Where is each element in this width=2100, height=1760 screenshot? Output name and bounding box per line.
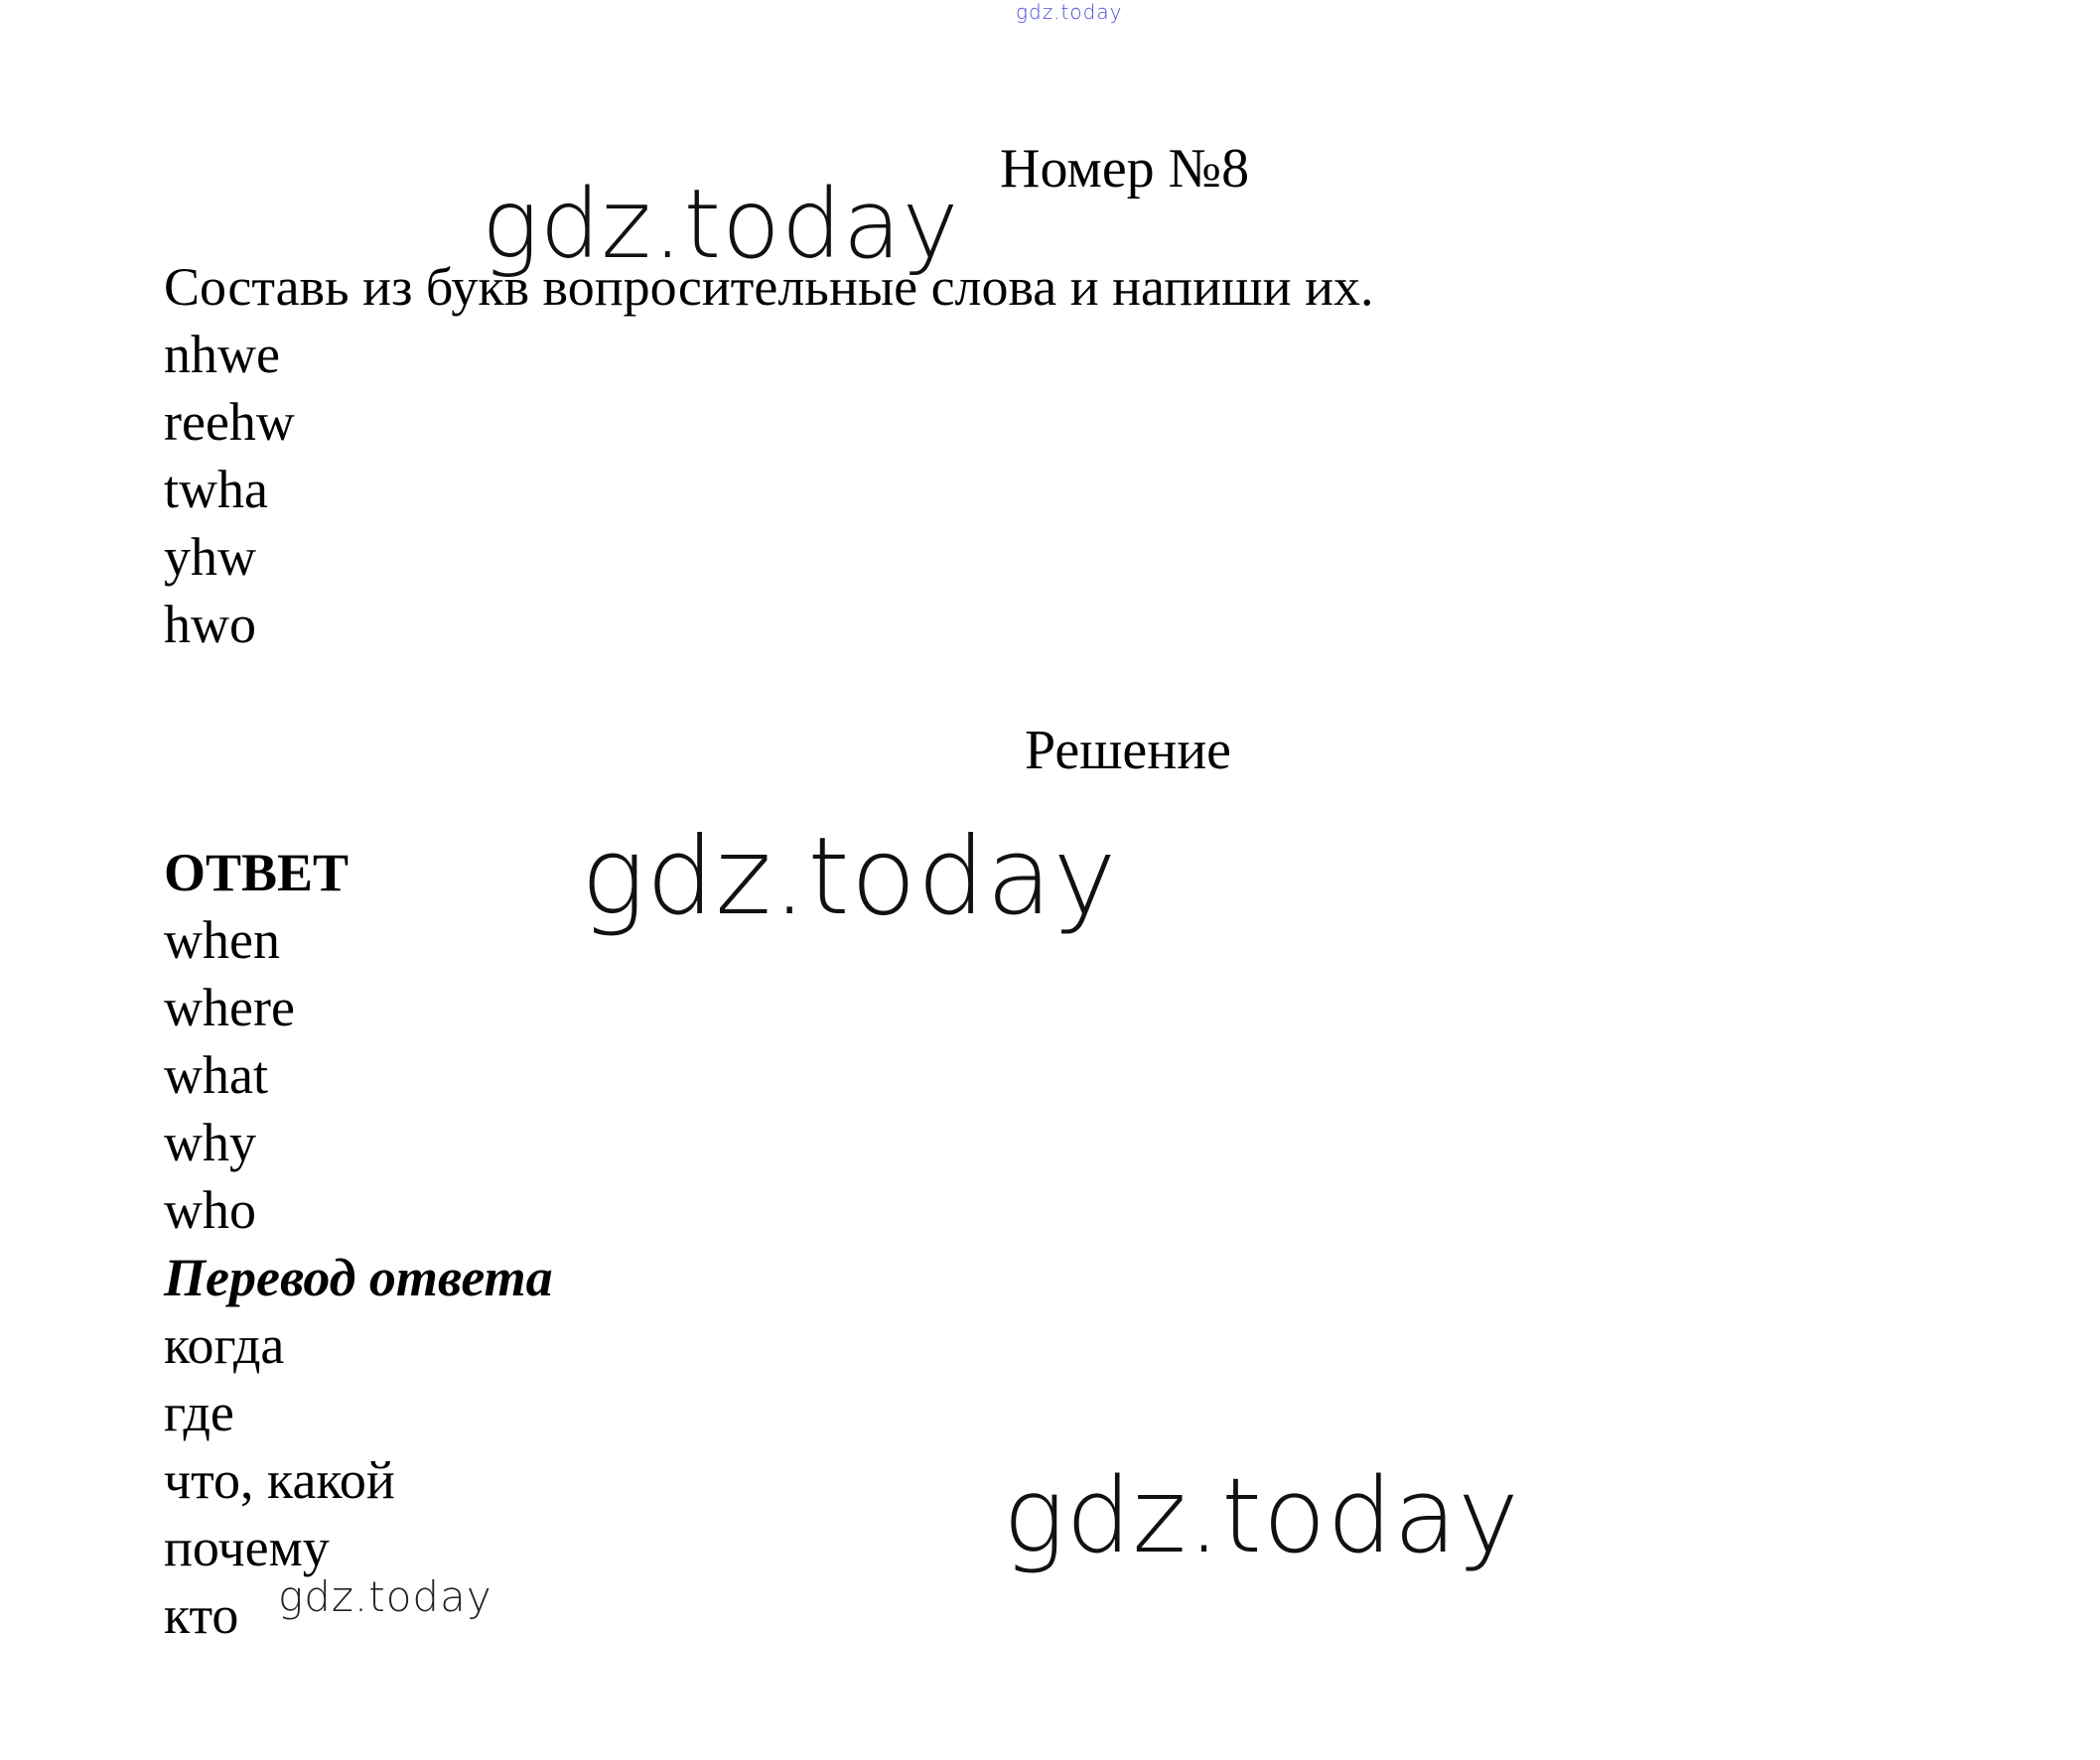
translation-word: кто xyxy=(164,1585,239,1645)
task-instruction: Составь из букв вопросительные слова и напиши их. xyxy=(164,257,1374,317)
answer-title: ОТВЕТ xyxy=(164,843,350,902)
translation-word: когда xyxy=(164,1315,285,1375)
solution-title: Решение xyxy=(1025,720,1232,781)
translation-word: что, какой xyxy=(164,1450,395,1510)
translation-word: где xyxy=(164,1383,234,1442)
answer-word: why xyxy=(164,1113,256,1172)
answer-word: when xyxy=(164,910,280,970)
scrambled-word: twha xyxy=(164,460,268,519)
scrambled-word: hwo xyxy=(164,595,256,654)
watermark-middle: gdz.today xyxy=(581,815,1118,939)
task-number-title: Номер №8 xyxy=(1000,138,1250,200)
translation-title: Перевод ответа xyxy=(164,1248,553,1307)
scrambled-word: yhw xyxy=(164,527,256,587)
answer-word: what xyxy=(164,1045,268,1105)
watermark-lower: gdz.today xyxy=(1003,1455,1520,1576)
watermark-top: gdz.today xyxy=(1016,0,1123,24)
answer-word: where xyxy=(164,978,295,1037)
watermark-bottom-small: gdz.today xyxy=(278,1572,492,1621)
scrambled-word: reehw xyxy=(164,392,295,452)
task-block xyxy=(164,253,1373,658)
answer-word: who xyxy=(164,1180,256,1240)
watermark-upper: gdz.today xyxy=(482,169,960,280)
scrambled-word: nhwe xyxy=(164,325,280,384)
translation-word: почему xyxy=(164,1518,330,1577)
answer-block xyxy=(164,839,553,1649)
